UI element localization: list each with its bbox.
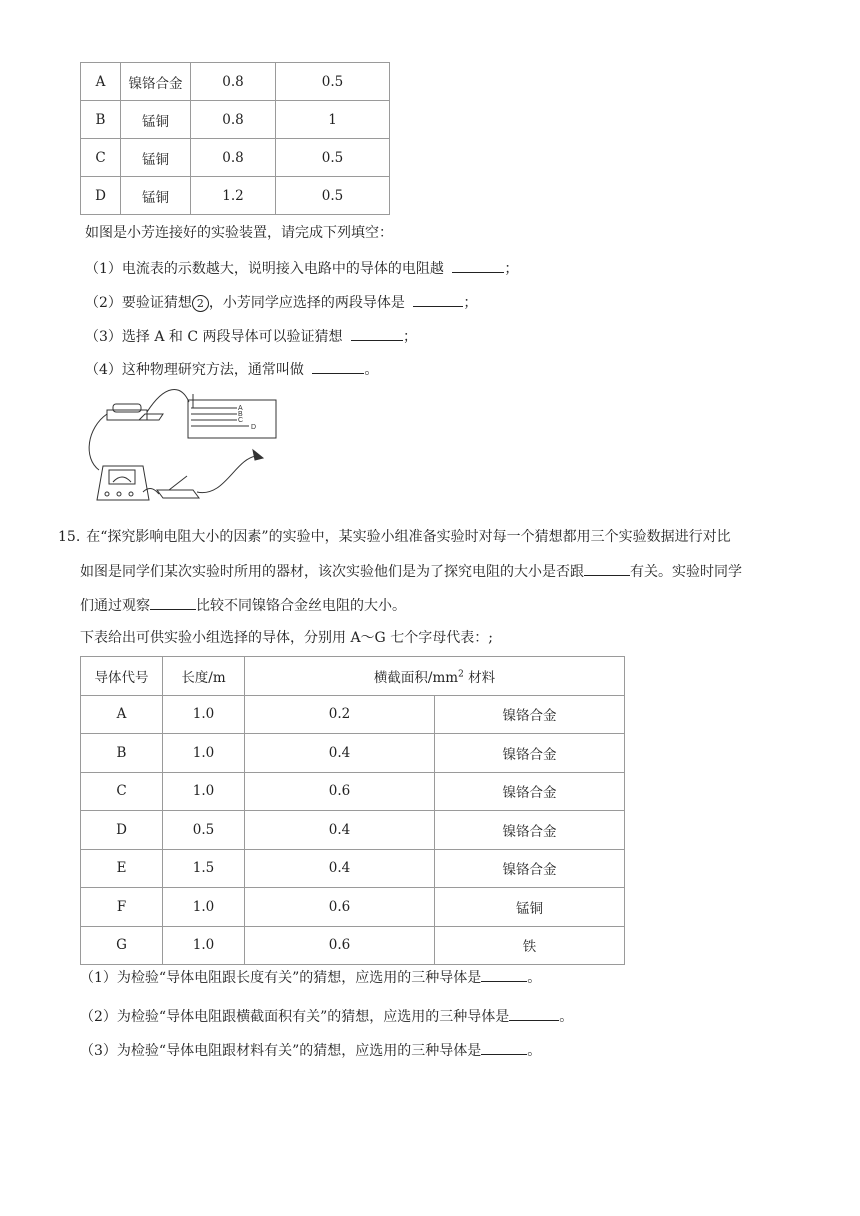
table-cell: A — [81, 63, 121, 101]
table-row — [81, 849, 625, 888]
answer-blank — [150, 595, 196, 610]
table-cell: C — [81, 772, 163, 811]
table-cell: 1.0 — [163, 926, 245, 965]
table-row — [81, 888, 625, 927]
table-cell: 镍铬合金 — [435, 695, 625, 734]
table-cell: 镍铬合金 — [435, 772, 625, 811]
question-text: 有关。实验时同学 — [630, 564, 742, 580]
question-text: （4）这种物理研究方法，通常叫做 — [85, 362, 304, 378]
table-cell: 0.4 — [245, 849, 435, 888]
question-text: （2）为检验“导体电阻跟横截面积有关”的猜想，应选用的三种导体是 — [80, 1009, 510, 1025]
table-cell: G — [81, 926, 163, 965]
table-cell: 1 — [276, 101, 390, 139]
answer-blank — [509, 1006, 559, 1021]
p15-line-1 — [58, 527, 731, 547]
table-cell: 1.0 — [163, 695, 245, 734]
table-cell: 镍铬合金 — [435, 811, 625, 850]
p14-intro: 如图是小芳连接好的实验装置，请完成下列填空： — [85, 225, 393, 241]
column-header: 导体代号 — [81, 657, 163, 696]
question-text: （3）选择 A 和 C 两段导体可以验证猜想 — [85, 329, 343, 345]
table-cell: 0.5 — [163, 811, 245, 850]
question-text: （2）要验证猜想 — [85, 295, 192, 311]
table-cell: B — [81, 734, 163, 773]
table-cell: 0.8 — [191, 63, 276, 101]
p14-question-2 — [85, 292, 477, 313]
table-cell: 锰铜 — [121, 101, 191, 139]
table-cell: 1.2 — [191, 177, 276, 215]
answer-blank — [584, 561, 630, 576]
table-cell: 0.4 — [245, 811, 435, 850]
conductor-table-1 — [80, 62, 390, 215]
table-cell: B — [81, 101, 121, 139]
switch-icon — [157, 490, 199, 498]
table-cell: E — [81, 849, 163, 888]
circled-number: 2 — [192, 295, 209, 312]
table-cell: 0.6 — [245, 888, 435, 927]
question-text: （1）为检验“导体电阻跟长度有关”的猜想，应选用的三种导体是 — [80, 970, 482, 986]
wire-label: D — [251, 424, 257, 431]
table-cell: 锰铜 — [435, 888, 625, 927]
conductor-table-2 — [80, 656, 625, 965]
table-cell: D — [81, 177, 121, 215]
table-cell: A — [81, 695, 163, 734]
table-cell: 0.6 — [245, 772, 435, 811]
table-row — [81, 926, 625, 965]
p14-question-3 — [85, 326, 417, 347]
answer-blank — [351, 326, 403, 341]
table-cell: D — [81, 811, 163, 850]
p15-question-3 — [80, 1040, 541, 1061]
table-cell: 0.4 — [245, 734, 435, 773]
question-text: 们通过观察 — [80, 598, 150, 614]
table-cell: 0.5 — [276, 139, 390, 177]
question-text: ，小芳同学应选择的两段导体是 — [208, 295, 405, 311]
table-header-row — [81, 657, 625, 696]
p15-line-3 — [80, 595, 406, 616]
p15-line-4: 下表给出可供实验小组选择的导体，分别用 A～G 七个字母代表：; — [80, 630, 493, 646]
p15-question-1 — [80, 967, 541, 988]
question-text: 。 — [364, 362, 379, 378]
table-cell: 铁 — [435, 926, 625, 965]
question-text: （1）电流表的示数越大，说明接入电路中的导体的电阻越 — [85, 261, 444, 277]
table-row — [81, 811, 625, 850]
table-cell: 1.0 — [163, 772, 245, 811]
table-cell: 锰铜 — [121, 177, 191, 215]
table-row — [81, 734, 625, 773]
table-cell: 0.8 — [191, 101, 276, 139]
question-text: ； — [504, 261, 519, 277]
table-row — [81, 139, 390, 177]
p14-question-4 — [85, 359, 378, 380]
column-header: 横截面积$/mm^2$ 材料 — [245, 657, 625, 696]
wire-label: C — [238, 417, 244, 424]
table-cell: 锰铜 — [121, 139, 191, 177]
table-cell: 1.5 — [163, 849, 245, 888]
table-cell: 镍铬合金 — [435, 849, 625, 888]
wire-label: A — [238, 405, 243, 412]
p15-question-2 — [80, 1006, 573, 1027]
column-header: 长度/m — [163, 657, 245, 696]
p15-line-2 — [80, 561, 742, 582]
table-row — [81, 772, 625, 811]
table-cell: 1.0 — [163, 888, 245, 927]
table-cell: 0.2 — [245, 695, 435, 734]
table-row — [81, 63, 390, 101]
answer-blank — [481, 967, 527, 982]
table-cell: 0.5 — [276, 177, 390, 215]
question-text: 。 — [559, 1009, 574, 1025]
table-cell: 1.0 — [163, 734, 245, 773]
table-row — [81, 177, 390, 215]
question-text: ； — [463, 295, 478, 311]
answer-blank — [312, 359, 364, 374]
question-text: ； — [402, 329, 417, 345]
question-number: 15. — [58, 529, 81, 545]
question-text: 。 — [527, 970, 542, 986]
question-text: 在“探究影响电阻大小的因素”的实验中，某实验小组准备实验时对每一个猜想都用三个实验数据进行对比 — [86, 529, 731, 545]
answer-blank — [481, 1040, 527, 1055]
table-cell: C — [81, 139, 121, 177]
p14-question-1 — [85, 258, 518, 279]
table-cell: 0.8 — [191, 139, 276, 177]
table-cell: 镍铬合金 — [121, 63, 191, 101]
answer-blank — [452, 258, 504, 273]
table-cell: 镍铬合金 — [435, 734, 625, 773]
table-row — [81, 695, 625, 734]
table-cell: F — [81, 888, 163, 927]
question-text: 。 — [527, 1043, 542, 1059]
answer-blank — [413, 292, 463, 307]
question-text: 比较不同镍铬合金丝电阻的大小。 — [196, 598, 406, 614]
table-cell: 0.5 — [276, 63, 390, 101]
question-text: 如图是同学们某次实验时所用的器材，该次实验他们是为了探究电阻的大小是否跟 — [80, 564, 584, 580]
question-text: （3）为检验“导体电阻跟材料有关”的猜想，应选用的三种导体是 — [80, 1043, 482, 1059]
wire-label: B — [238, 411, 243, 418]
wire-board — [188, 400, 276, 438]
experiment-apparatus-figure — [85, 388, 285, 512]
battery-icon — [113, 404, 141, 412]
table-row — [81, 101, 390, 139]
table-cell: 0.6 — [245, 926, 435, 965]
